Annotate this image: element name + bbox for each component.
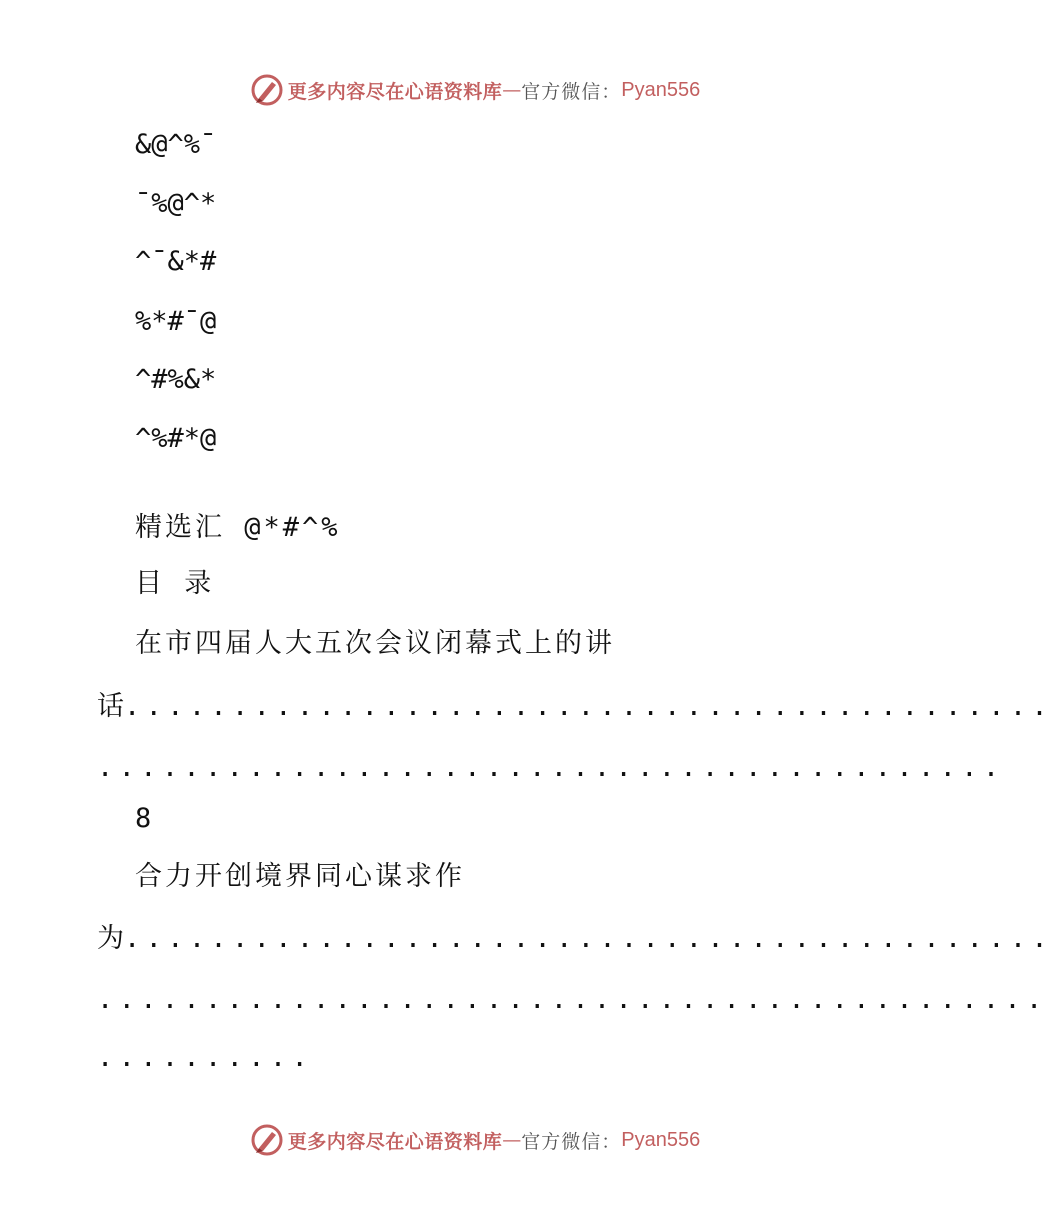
- banner-main-text: 更多内容尽在心语资料库: [287, 80, 503, 103]
- footer-banner: [0, 1120, 950, 1160]
- symbol-line: %*#¯@: [135, 306, 217, 337]
- document-heading: 精选汇 @*#^%: [135, 512, 341, 543]
- toc-entry-title: 在市四届人大五次会议闭幕式上的讲: [135, 628, 615, 659]
- toc-dot-leader: ..........: [97, 1042, 314, 1073]
- toc-dot-leader: ...........................................: [124, 923, 1053, 954]
- toc-dot-leader: ..........................................: [97, 752, 1005, 783]
- symbol-line: ^#%&*: [135, 364, 217, 395]
- toc-entry-wrap-char: 话: [97, 691, 124, 722]
- banner-wechat-id: Pyan556: [621, 1128, 701, 1151]
- toc-entry-leader: [97, 690, 1053, 724]
- banner-dash: —: [502, 1129, 522, 1151]
- toc-entry-title: 合力开创境界同心谋求作: [135, 861, 465, 892]
- toc-title: 目 录: [135, 568, 215, 599]
- symbol-line: &@^%¯: [135, 129, 217, 160]
- banner-sub-text: 官方微信：: [521, 1130, 622, 1153]
- toc-entry-wrap-char: 为: [97, 923, 124, 954]
- toc-page-number: 8: [135, 803, 152, 834]
- symbol-line: ^%#*@: [135, 423, 217, 454]
- toc-dot-leader: ...........................................: [124, 691, 1053, 722]
- toc-dot-leader: ............................................: [97, 984, 1048, 1015]
- toc-entry-leader: [97, 922, 1053, 956]
- pen-logo-icon: [250, 1123, 284, 1157]
- header-banner: [0, 70, 950, 110]
- banner-dash: —: [502, 79, 522, 101]
- symbol-line: ^¯&*#: [135, 246, 217, 277]
- symbol-line: ¯%@^*: [135, 188, 217, 219]
- banner-sub-text: 官方微信：: [521, 80, 622, 103]
- banner-main-text: 更多内容尽在心语资料库: [287, 1130, 503, 1153]
- pen-logo-icon: [250, 73, 284, 107]
- banner-wechat-id: Pyan556: [621, 78, 701, 101]
